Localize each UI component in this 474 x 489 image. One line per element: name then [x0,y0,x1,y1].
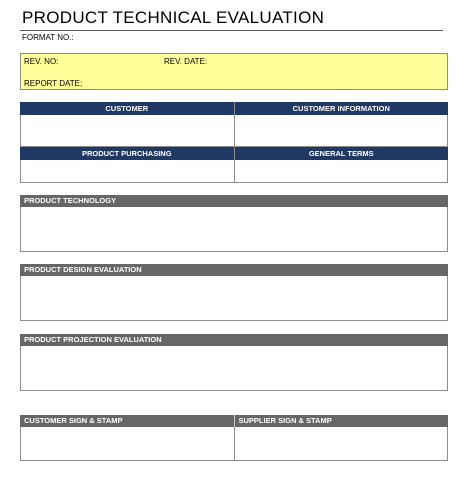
supplier-sign-header: SUPPLIER SIGN & STAMP [238,416,332,425]
signature-header-row [20,415,448,427]
general-terms-field[interactable] [235,160,449,183]
customer-sign-field[interactable] [20,427,235,461]
general-terms-header: GENERAL TERMS [235,147,449,160]
customer-field[interactable] [20,115,235,147]
rev-no-label: REV. NO: [24,57,59,66]
product-projection-header: PRODUCT PROJECTION EVALUATION [20,334,448,346]
format-no-label: FORMAT NO.: [22,33,74,42]
customer-header-row [20,102,448,115]
customer-information-header: CUSTOMER INFORMATION [235,102,449,115]
product-technology-header: PRODUCT TECHNOLOGY [20,195,448,207]
customer-body-row [20,115,448,147]
rev-date-label: REV. DATE: [164,57,208,66]
product-purchasing-header: PRODUCT PURCHASING [20,147,235,160]
product-design-header: PRODUCT DESIGN EVALUATION [20,264,448,276]
title-divider [20,30,443,31]
purchasing-header-row [20,147,448,160]
product-design-field[interactable] [20,276,448,321]
customer-information-field[interactable] [235,115,449,147]
customer-sign-header: CUSTOMER SIGN & STAMP [20,415,235,427]
report-date-label: REPORT DATE: [24,79,83,88]
product-purchasing-field[interactable] [20,160,235,183]
supplier-sign-field[interactable] [235,427,449,461]
revision-box [20,53,448,90]
customer-header: CUSTOMER [20,102,235,115]
product-technology-field[interactable] [20,207,448,252]
signature-body-row [20,427,448,461]
page-title: PRODUCT TECHNICAL EVALUATION [22,8,325,27]
product-projection-field[interactable] [20,346,448,391]
purchasing-body-row [20,160,448,183]
